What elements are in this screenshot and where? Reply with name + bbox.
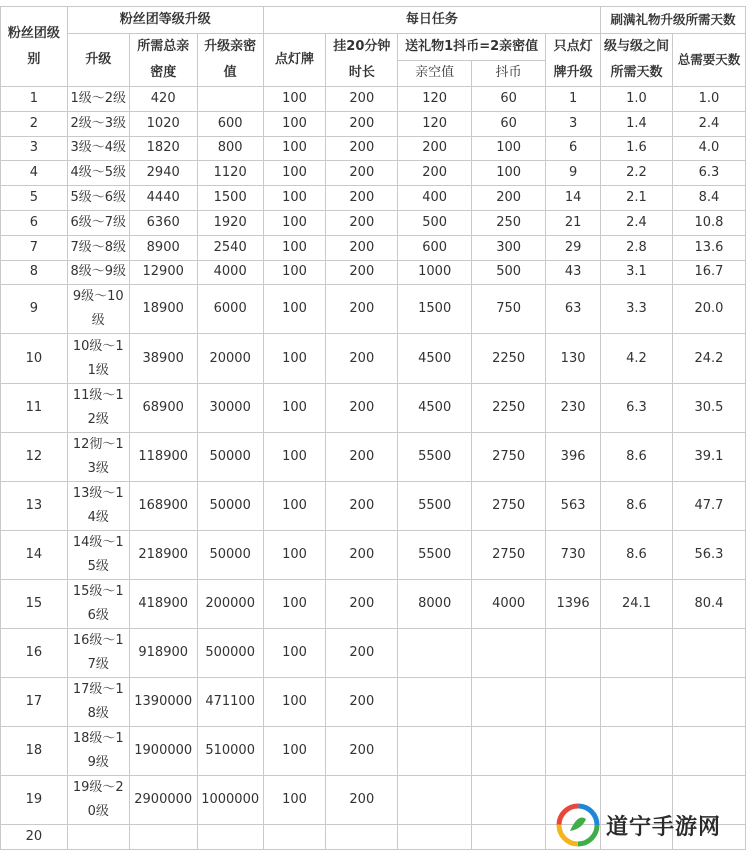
cell-intimacy-value: 8000 xyxy=(398,579,472,628)
cell-level: 5 xyxy=(1,186,68,211)
cell-watch: 200 xyxy=(326,285,398,334)
table-row xyxy=(1,260,746,285)
cell-intimacy-value: 5500 xyxy=(398,530,472,579)
cell-douyin-coin xyxy=(472,776,546,825)
cell-watch: 200 xyxy=(326,776,398,825)
cell-only-light xyxy=(546,629,601,678)
cell-intimacy-value: 5500 xyxy=(398,432,472,481)
cell-watch: 200 xyxy=(326,87,398,112)
cell-watch: 200 xyxy=(326,161,398,186)
cell-upgrade-intimacy: 2540 xyxy=(197,235,263,260)
cell-total-days: 6.3 xyxy=(672,161,745,186)
cell-douyin-coin xyxy=(472,629,546,678)
cell-watch: 200 xyxy=(326,334,398,383)
cell-total-days: 56.3 xyxy=(672,530,745,579)
cell-level: 2 xyxy=(1,111,68,136)
cell-watch: 200 xyxy=(326,727,398,776)
cell-total-days: 10.8 xyxy=(672,210,745,235)
cell-intimacy-value: 1500 xyxy=(398,285,472,334)
cell-intimacy-value: 4500 xyxy=(398,383,472,432)
cell-upgrade: 2级～3级 xyxy=(67,111,129,136)
cell-level: 11 xyxy=(1,383,68,432)
header-daily-tasks: 每日任务 xyxy=(263,7,600,34)
cell-douyin-coin: 4000 xyxy=(472,579,546,628)
cell-level: 13 xyxy=(1,481,68,530)
cell-intimacy-value: 500 xyxy=(398,210,472,235)
table-row xyxy=(1,186,746,211)
cell-only-light: 14 xyxy=(546,186,601,211)
cell-upgrade-intimacy: 200000 xyxy=(197,579,263,628)
header-upgrade-group: 粉丝团等级升级 xyxy=(67,7,263,34)
cell-upgrade: 12彻～13级 xyxy=(67,432,129,481)
table-row xyxy=(1,579,746,628)
cell-days-between: 2.2 xyxy=(601,161,673,186)
cell-days-between: 8.6 xyxy=(601,481,673,530)
fan-club-level-table xyxy=(0,6,746,850)
cell-only-light: 130 xyxy=(546,334,601,383)
cell-level: 17 xyxy=(1,678,68,727)
cell-total-intimacy: 918900 xyxy=(129,629,197,678)
cell-only-light: 43 xyxy=(546,260,601,285)
cell-level: 12 xyxy=(1,432,68,481)
cell-only-light: 230 xyxy=(546,383,601,432)
cell-upgrade-intimacy: 50000 xyxy=(197,432,263,481)
cell-days-between: 1.4 xyxy=(601,111,673,136)
cell-total-days xyxy=(672,727,745,776)
cell-upgrade: 19级～20级 xyxy=(67,776,129,825)
cell-watch: 200 xyxy=(326,111,398,136)
cell-level: 20 xyxy=(1,825,68,850)
cell-intimacy-value xyxy=(398,727,472,776)
cell-upgrade-intimacy: 471100 xyxy=(197,678,263,727)
cell-days-between xyxy=(601,727,673,776)
cell-total-days: 4.0 xyxy=(672,136,745,161)
cell-upgrade: 17级～18级 xyxy=(67,678,129,727)
cell-days-between: 6.3 xyxy=(601,383,673,432)
cell-douyin-coin: 750 xyxy=(472,285,546,334)
header-total-days: 总需要天数 xyxy=(672,34,745,87)
cell-total-days: 13.6 xyxy=(672,235,745,260)
cell-days-between: 3.3 xyxy=(601,285,673,334)
cell-level: 4 xyxy=(1,161,68,186)
header-douyin-coin: 抖币 xyxy=(472,60,546,87)
cell-upgrade: 4级～5级 xyxy=(67,161,129,186)
cell-douyin-coin: 2750 xyxy=(472,481,546,530)
cell-level: 7 xyxy=(1,235,68,260)
cell-level: 1 xyxy=(1,87,68,112)
cell-total-days xyxy=(672,678,745,727)
table-row xyxy=(1,727,746,776)
cell-total-days: 30.5 xyxy=(672,383,745,432)
header-only-light: 只点灯牌升级 xyxy=(546,34,601,87)
cell-days-between xyxy=(601,678,673,727)
header-days-between: 级与级之间所需天数 xyxy=(601,34,673,87)
cell-only-light: 9 xyxy=(546,161,601,186)
cell-upgrade-intimacy: 1000000 xyxy=(197,776,263,825)
cell-total-intimacy: 6360 xyxy=(129,210,197,235)
cell-only-light xyxy=(546,678,601,727)
cell-intimacy-value: 1000 xyxy=(398,260,472,285)
cell-watch: 200 xyxy=(326,579,398,628)
cell-intimacy-value xyxy=(398,776,472,825)
cell-total-days: 24.2 xyxy=(672,334,745,383)
cell-douyin-coin: 100 xyxy=(472,161,546,186)
table-row xyxy=(1,161,746,186)
cell-level: 15 xyxy=(1,579,68,628)
cell-upgrade: 6级～7级 xyxy=(67,210,129,235)
cell-total-intimacy: 38900 xyxy=(129,334,197,383)
cell-douyin-coin: 500 xyxy=(472,260,546,285)
cell-days-between: 8.6 xyxy=(601,530,673,579)
cell-watch: 200 xyxy=(326,186,398,211)
cell-watch: 200 xyxy=(326,383,398,432)
header-level: 粉丝团级别 xyxy=(1,7,68,87)
cell-only-light: 396 xyxy=(546,432,601,481)
cell-days-between: 1.6 xyxy=(601,136,673,161)
cell-total-intimacy: 420 xyxy=(129,87,197,112)
cell-total-days: 1.0 xyxy=(672,87,745,112)
cell-douyin-coin: 250 xyxy=(472,210,546,235)
cell-upgrade: 15级～16级 xyxy=(67,579,129,628)
cell-upgrade: 13级～14级 xyxy=(67,481,129,530)
cell-days-between: 24.1 xyxy=(601,579,673,628)
cell-intimacy-value xyxy=(398,678,472,727)
cell-only-light: 63 xyxy=(546,285,601,334)
cell-douyin-coin: 2750 xyxy=(472,530,546,579)
cell-days-between: 2.4 xyxy=(601,210,673,235)
cell-watch: 200 xyxy=(326,432,398,481)
cell-days-between: 1.0 xyxy=(601,87,673,112)
header-gift-group: 刷满礼物升级所需天数 xyxy=(601,7,746,34)
cell-light-badge: 100 xyxy=(263,727,326,776)
cell-light-badge: 100 xyxy=(263,334,326,383)
cell-days-between: 2.1 xyxy=(601,186,673,211)
cell-level: 8 xyxy=(1,260,68,285)
cell-upgrade-intimacy: 500000 xyxy=(197,629,263,678)
cell-level: 19 xyxy=(1,776,68,825)
cell-upgrade: 7级～8级 xyxy=(67,235,129,260)
cell-light-badge: 100 xyxy=(263,481,326,530)
cell-total-intimacy xyxy=(129,825,197,850)
cell-total-days: 39.1 xyxy=(672,432,745,481)
cell-light-badge: 100 xyxy=(263,210,326,235)
table-row xyxy=(1,87,746,112)
cell-total-days: 47.7 xyxy=(672,481,745,530)
cell-only-light: 6 xyxy=(546,136,601,161)
cell-douyin-coin xyxy=(472,727,546,776)
cell-upgrade: 14级～15级 xyxy=(67,530,129,579)
cell-upgrade-intimacy: 1120 xyxy=(197,161,263,186)
header-light-badge: 点灯牌 xyxy=(263,34,326,87)
cell-total-intimacy: 2940 xyxy=(129,161,197,186)
table-row xyxy=(1,530,746,579)
cell-upgrade: 3级～4级 xyxy=(67,136,129,161)
cell-total-intimacy: 1020 xyxy=(129,111,197,136)
cell-only-light: 29 xyxy=(546,235,601,260)
cell-days-between: 2.8 xyxy=(601,235,673,260)
cell-douyin-coin xyxy=(472,678,546,727)
watermark xyxy=(556,798,746,852)
cell-level: 9 xyxy=(1,285,68,334)
table-row xyxy=(1,136,746,161)
cell-only-light: 563 xyxy=(546,481,601,530)
cell-watch: 200 xyxy=(326,210,398,235)
cell-total-intimacy: 1390000 xyxy=(129,678,197,727)
cell-watch: 200 xyxy=(326,678,398,727)
cell-total-days xyxy=(672,629,745,678)
cell-intimacy-value: 4500 xyxy=(398,334,472,383)
cell-intimacy-value: 400 xyxy=(398,186,472,211)
cell-douyin-coin xyxy=(472,825,546,850)
cell-upgrade: 5级～6级 xyxy=(67,186,129,211)
header-gift-rule: 送礼物1抖币=2亲密值 xyxy=(398,34,546,61)
cell-only-light xyxy=(546,727,601,776)
header-upgrade: 升级 xyxy=(67,34,129,87)
cell-only-light: 730 xyxy=(546,530,601,579)
cell-total-days: 8.4 xyxy=(672,186,745,211)
cell-total-intimacy: 2900000 xyxy=(129,776,197,825)
cell-douyin-coin: 60 xyxy=(472,87,546,112)
cell-total-days: 16.7 xyxy=(672,260,745,285)
table-row xyxy=(1,334,746,383)
cell-light-badge: 100 xyxy=(263,383,326,432)
cell-total-days: 2.4 xyxy=(672,111,745,136)
cell-upgrade-intimacy: 1920 xyxy=(197,210,263,235)
cell-total-intimacy: 1900000 xyxy=(129,727,197,776)
cell-total-days: 80.4 xyxy=(672,579,745,628)
cell-upgrade-intimacy: 800 xyxy=(197,136,263,161)
cell-level: 18 xyxy=(1,727,68,776)
cell-only-light: 1 xyxy=(546,87,601,112)
cell-douyin-coin: 60 xyxy=(472,111,546,136)
cell-total-intimacy: 68900 xyxy=(129,383,197,432)
watermark-text: 道宁手游网 xyxy=(606,814,722,840)
cell-total-intimacy: 1820 xyxy=(129,136,197,161)
cell-total-intimacy: 168900 xyxy=(129,481,197,530)
cell-watch: 200 xyxy=(326,629,398,678)
cell-intimacy-value: 200 xyxy=(398,161,472,186)
cell-upgrade-intimacy: 510000 xyxy=(197,727,263,776)
cell-light-badge: 100 xyxy=(263,260,326,285)
cell-level: 16 xyxy=(1,629,68,678)
cell-intimacy-value: 120 xyxy=(398,87,472,112)
cell-total-intimacy: 418900 xyxy=(129,579,197,628)
cell-only-light: 3 xyxy=(546,111,601,136)
cell-total-intimacy: 18900 xyxy=(129,285,197,334)
table-row xyxy=(1,111,746,136)
cell-level: 10 xyxy=(1,334,68,383)
cell-upgrade-intimacy: 1500 xyxy=(197,186,263,211)
cell-level: 14 xyxy=(1,530,68,579)
header-upgrade-intimacy: 升级亲密值 xyxy=(197,34,263,87)
cell-intimacy-value xyxy=(398,825,472,850)
cell-intimacy-value: 600 xyxy=(398,235,472,260)
cell-watch: 200 xyxy=(326,136,398,161)
cell-light-badge: 100 xyxy=(263,87,326,112)
cell-upgrade-intimacy: 20000 xyxy=(197,334,263,383)
cell-light-badge: 100 xyxy=(263,678,326,727)
table-row xyxy=(1,678,746,727)
table-row xyxy=(1,235,746,260)
cell-light-badge: 100 xyxy=(263,432,326,481)
cell-total-intimacy: 118900 xyxy=(129,432,197,481)
table-row xyxy=(1,629,746,678)
header-watch-20: 挂20分钟时长 xyxy=(326,34,398,87)
cell-light-badge: 100 xyxy=(263,235,326,260)
cell-days-between: 4.2 xyxy=(601,334,673,383)
cell-upgrade-intimacy: 6000 xyxy=(197,285,263,334)
cell-total-intimacy: 12900 xyxy=(129,260,197,285)
cell-douyin-coin: 200 xyxy=(472,186,546,211)
cell-watch: 200 xyxy=(326,530,398,579)
cell-only-light: 21 xyxy=(546,210,601,235)
cell-upgrade-intimacy: 30000 xyxy=(197,383,263,432)
cell-intimacy-value: 120 xyxy=(398,111,472,136)
cell-upgrade: 1级～2级 xyxy=(67,87,129,112)
table-body xyxy=(1,87,746,850)
cell-total-intimacy: 4440 xyxy=(129,186,197,211)
cell-total-intimacy: 8900 xyxy=(129,235,197,260)
cell-douyin-coin: 2250 xyxy=(472,383,546,432)
cell-upgrade: 18级～19级 xyxy=(67,727,129,776)
cell-watch: 200 xyxy=(326,481,398,530)
cell-only-light: 1396 xyxy=(546,579,601,628)
cell-upgrade: 9级～10级 xyxy=(67,285,129,334)
cell-light-badge xyxy=(263,825,326,850)
cell-upgrade xyxy=(67,825,129,850)
cell-watch xyxy=(326,825,398,850)
cell-light-badge: 100 xyxy=(263,530,326,579)
cell-douyin-coin: 2750 xyxy=(472,432,546,481)
header-total-intimacy: 所需总亲密度 xyxy=(129,34,197,87)
table-row xyxy=(1,383,746,432)
cell-light-badge: 100 xyxy=(263,111,326,136)
cell-light-badge: 100 xyxy=(263,776,326,825)
table-row xyxy=(1,481,746,530)
cell-days-between: 8.6 xyxy=(601,432,673,481)
cell-upgrade-intimacy: 50000 xyxy=(197,530,263,579)
cell-light-badge: 100 xyxy=(263,629,326,678)
cell-upgrade-intimacy: 50000 xyxy=(197,481,263,530)
cell-light-badge: 100 xyxy=(263,186,326,211)
cell-upgrade-intimacy: 4000 xyxy=(197,260,263,285)
cell-upgrade-intimacy xyxy=(197,825,263,850)
cell-douyin-coin: 100 xyxy=(472,136,546,161)
cell-upgrade-intimacy xyxy=(197,87,263,112)
cell-intimacy-value: 5500 xyxy=(398,481,472,530)
cell-upgrade: 16级～17级 xyxy=(67,629,129,678)
cell-douyin-coin: 300 xyxy=(472,235,546,260)
cell-upgrade: 8级～9级 xyxy=(67,260,129,285)
cell-douyin-coin: 2250 xyxy=(472,334,546,383)
cell-days-between xyxy=(601,629,673,678)
cell-intimacy-value xyxy=(398,629,472,678)
header-intimacy-value: 亲空值 xyxy=(398,60,472,87)
cell-upgrade-intimacy: 600 xyxy=(197,111,263,136)
cell-upgrade: 11级～12级 xyxy=(67,383,129,432)
cell-watch: 200 xyxy=(326,235,398,260)
cell-level: 3 xyxy=(1,136,68,161)
table-row xyxy=(1,285,746,334)
cell-watch: 200 xyxy=(326,260,398,285)
cell-days-between: 3.1 xyxy=(601,260,673,285)
table-row xyxy=(1,432,746,481)
cell-upgrade: 10级～11级 xyxy=(67,334,129,383)
cell-level: 6 xyxy=(1,210,68,235)
cell-light-badge: 100 xyxy=(263,136,326,161)
cell-total-days: 20.0 xyxy=(672,285,745,334)
cell-intimacy-value: 200 xyxy=(398,136,472,161)
cell-light-badge: 100 xyxy=(263,161,326,186)
site-logo-icon xyxy=(556,803,600,847)
cell-light-badge: 100 xyxy=(263,285,326,334)
cell-total-intimacy: 218900 xyxy=(129,530,197,579)
table-row xyxy=(1,210,746,235)
cell-light-badge: 100 xyxy=(263,579,326,628)
